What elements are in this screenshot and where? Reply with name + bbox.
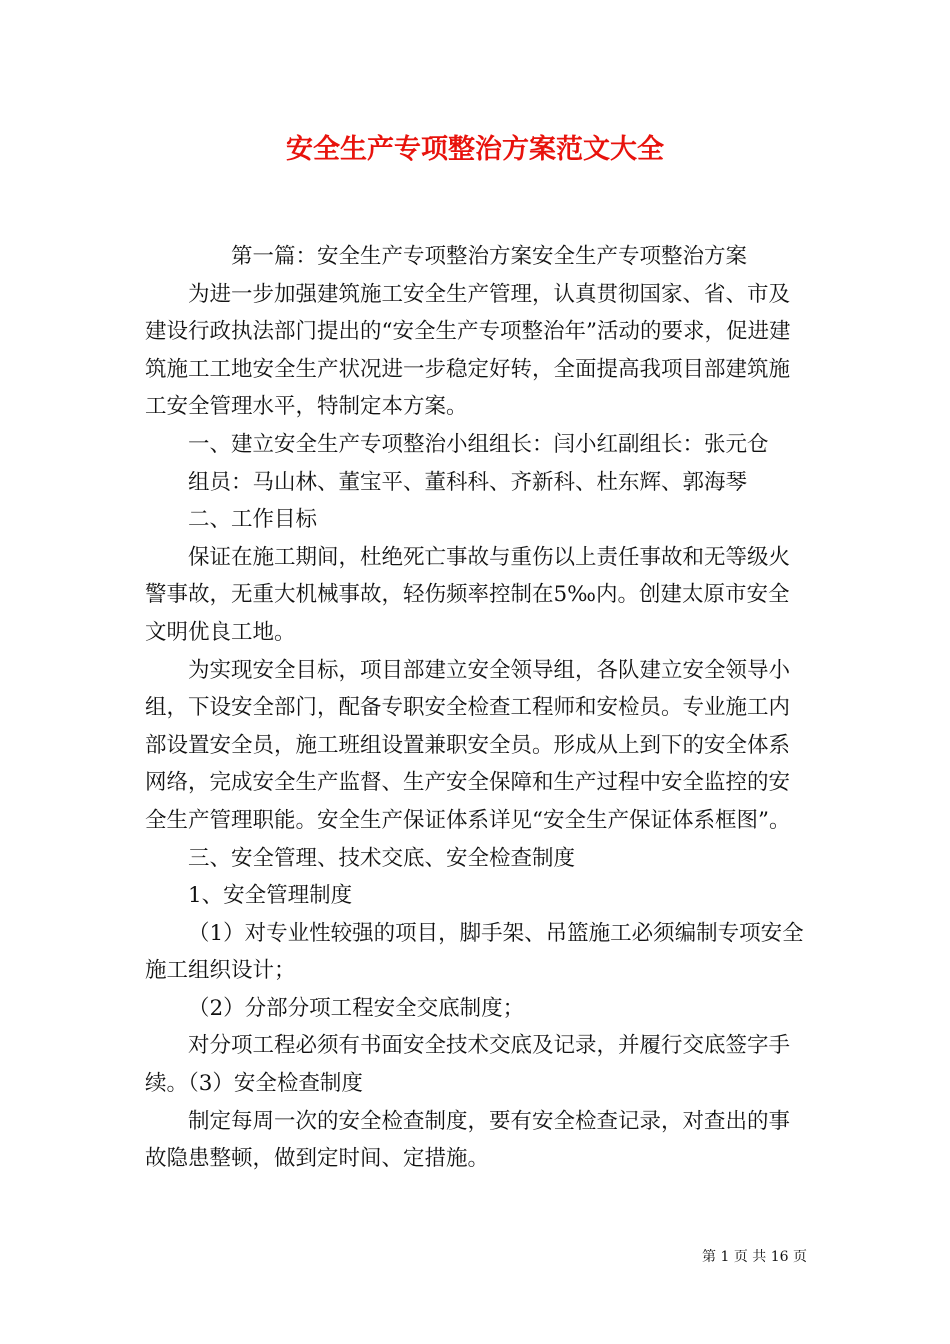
paragraph: 第一篇：安全生产专项整治方案安全生产专项整治方案	[231, 244, 748, 269]
document-body	[145, 238, 810, 1178]
paragraph: （1）对专业性较强的项目，脚手架、吊篮施工必须编制专项安全施工组织设计；	[145, 920, 804, 984]
paragraph: 保证在施工期间，杜绝死亡事故与重伤以上责任事故和无等级火警事故，无重大机械事故，轻伤频率控制在5‰内。创建太原市安全文明优良工地。	[145, 544, 791, 645]
paragraph: 对分项工程必须有书面安全技术交底及记录，并履行交底签字手续。（3）安全检查制度	[145, 1033, 791, 1097]
paragraph: 制定每周一次的安全检查制度，要有安全检查记录，对查出的事故隐患整顿，做到定时间、定措施。	[145, 1108, 791, 1172]
paragraph: 为实现安全目标，项目部建立安全领导组，各队建立安全领导小组，下设安全部门，配备专职安全检查工程师和安检员。专业施工内部设置安全员，施工班组设置兼职安全员。形成从上到下的安全体系网络，完成安全生产监督、生产安全保障和生产过程中安全监控的安全生产管理职能。安全生产保证体系详见“安全生产保证体系框图”。	[145, 657, 791, 833]
paragraph: 一、建立安全生产专项整治小组组长：闫小红副组长：张元仓	[188, 431, 769, 457]
paragraph: 二、工作目标	[188, 507, 318, 533]
paragraph: 1、安全管理制度	[188, 883, 353, 909]
paragraph: （2）分部分项工程安全交底制度；	[188, 995, 525, 1021]
paragraph: 为进一步加强建筑施工安全生产管理，认真贯彻国家、省、市及建设行政执法部门提出的“安全生产专项整治年”活动的要求，促进建筑施工工地安全生产状况进一步稳定好转，全面提高我项目部建筑施工安全管理水平，特制定本方案。	[145, 281, 791, 420]
page-title: 安全生产专项整治方案范文大全	[286, 134, 664, 165]
page-number-footer: 第 1 页 共 16 页	[702, 1249, 807, 1265]
paragraph: 三、安全管理、技术交底、安全检查制度	[188, 845, 576, 871]
paragraph: 组员：马山林、董宝平、董科科、齐新科、杜东辉、郭海琴	[188, 469, 748, 495]
